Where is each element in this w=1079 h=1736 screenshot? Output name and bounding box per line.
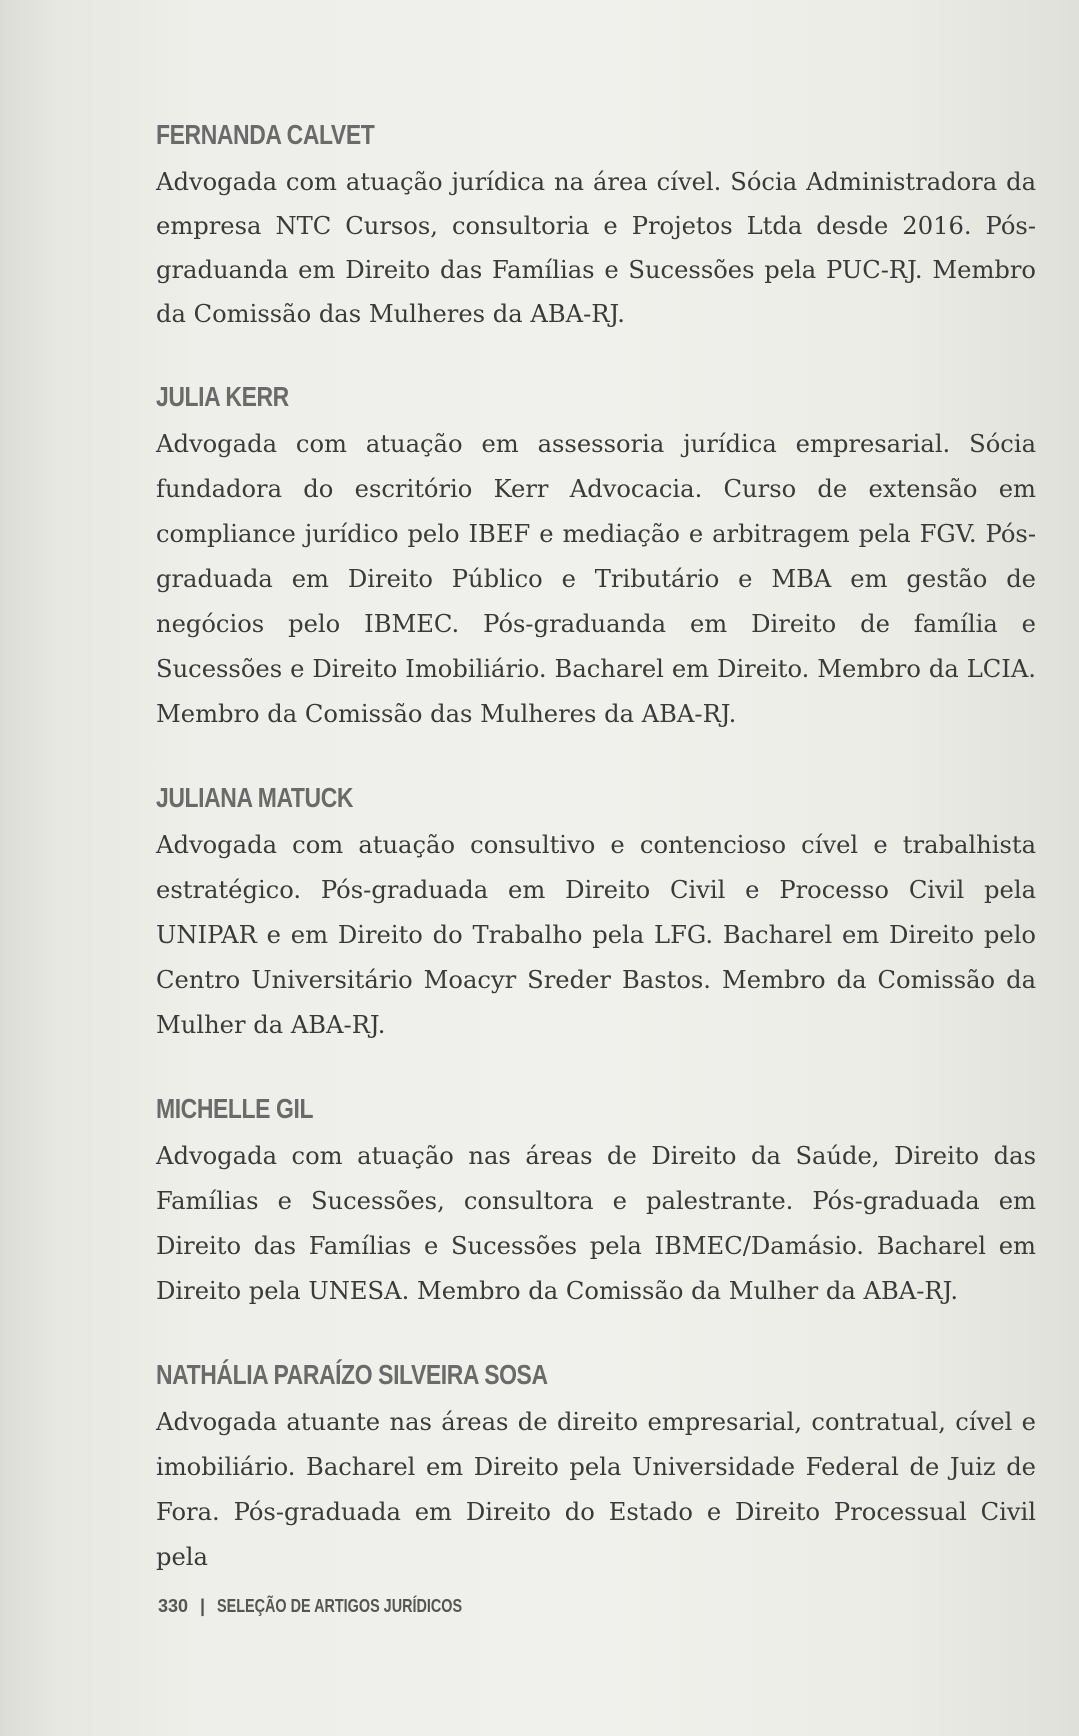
bio-name: MICHELLE GIL <box>156 1093 314 1124</box>
bio-entry <box>156 781 1036 1048</box>
bio-entry <box>156 1092 1036 1314</box>
book-title: SELEÇÃO DE ARTIGOS JURÍDICOS <box>217 1596 463 1616</box>
bio-name: JULIANA MATUCK <box>156 782 354 813</box>
bio-text: Advogada com atuação em assessoria jurídica empresarial. Sócia fundadora do escritório Kerr Advocacia. Curso de extensão em compliance jurídico pelo IBEF e mediação e arbitragem pela FGV. Pós-graduada em Direito Público e Tributário e MBA em gestão de negócios pelo IBMEC. Pós-graduanda em Direito de família e Sucessões e Direito Imobiliário. Bacharel em Direito. Membro da LCIA. Membro da Comissão das Mulheres da ABA-RJ. <box>156 430 1036 728</box>
bio-text: Advogada atuante nas áreas de direito empresarial, contratual, cível e imobiliário. Bacharel em Direito pela Universidade Federal de Juiz de Fora. Pós-graduada em Direito do Estado e Direito Processual Civil pela <box>156 1408 1036 1571</box>
page-number: 330 <box>158 1596 189 1616</box>
footer-separator: | <box>200 1596 206 1616</box>
bio-text: Advogada com atuação jurídica na área cível. Sócia Administradora da empresa NTC Cursos, consultoria e Projetos Ltda desde 2016. Pós-graduanda em Direito das Famílias e Sucessões pela PUC-RJ. Membro da Comissão das Mulheres da ABA-RJ. <box>156 168 1036 328</box>
bio-name: NATHÁLIA PARAÍZO SILVEIRA SOSA <box>156 1359 548 1390</box>
bio-entry <box>156 118 1036 336</box>
page-footer <box>158 1596 523 1617</box>
bio-text: Advogada com atuação consultivo e contencioso cível e trabalhista estratégico. Pós-graduada em Direito Civil e Processo Civil pela UNIPAR e em Direito do Trabalho pela LFG. Bacharel em Direito pelo Centro Universitário Moacyr Sreder Bastos. Membro da Comissão da Mulher da ABA-RJ. <box>156 831 1036 1039</box>
bio-text: Advogada com atuação nas áreas de Direito da Saúde, Direito das Famílias e Sucessões, consultora e palestrante. Pós-graduada em Direito das Famílias e Sucessões pela IBMEC/Damásio. Bacharel em Direito pela UNESA. Membro da Comissão da Mulher da ABA-RJ. <box>156 1142 1036 1305</box>
bio-name: FERNANDA CALVET <box>156 119 375 150</box>
bio-name: JULIA KERR <box>156 381 289 412</box>
bios-list <box>156 118 1036 1624</box>
bio-entry <box>156 380 1036 737</box>
bio-entry <box>156 1358 1036 1580</box>
